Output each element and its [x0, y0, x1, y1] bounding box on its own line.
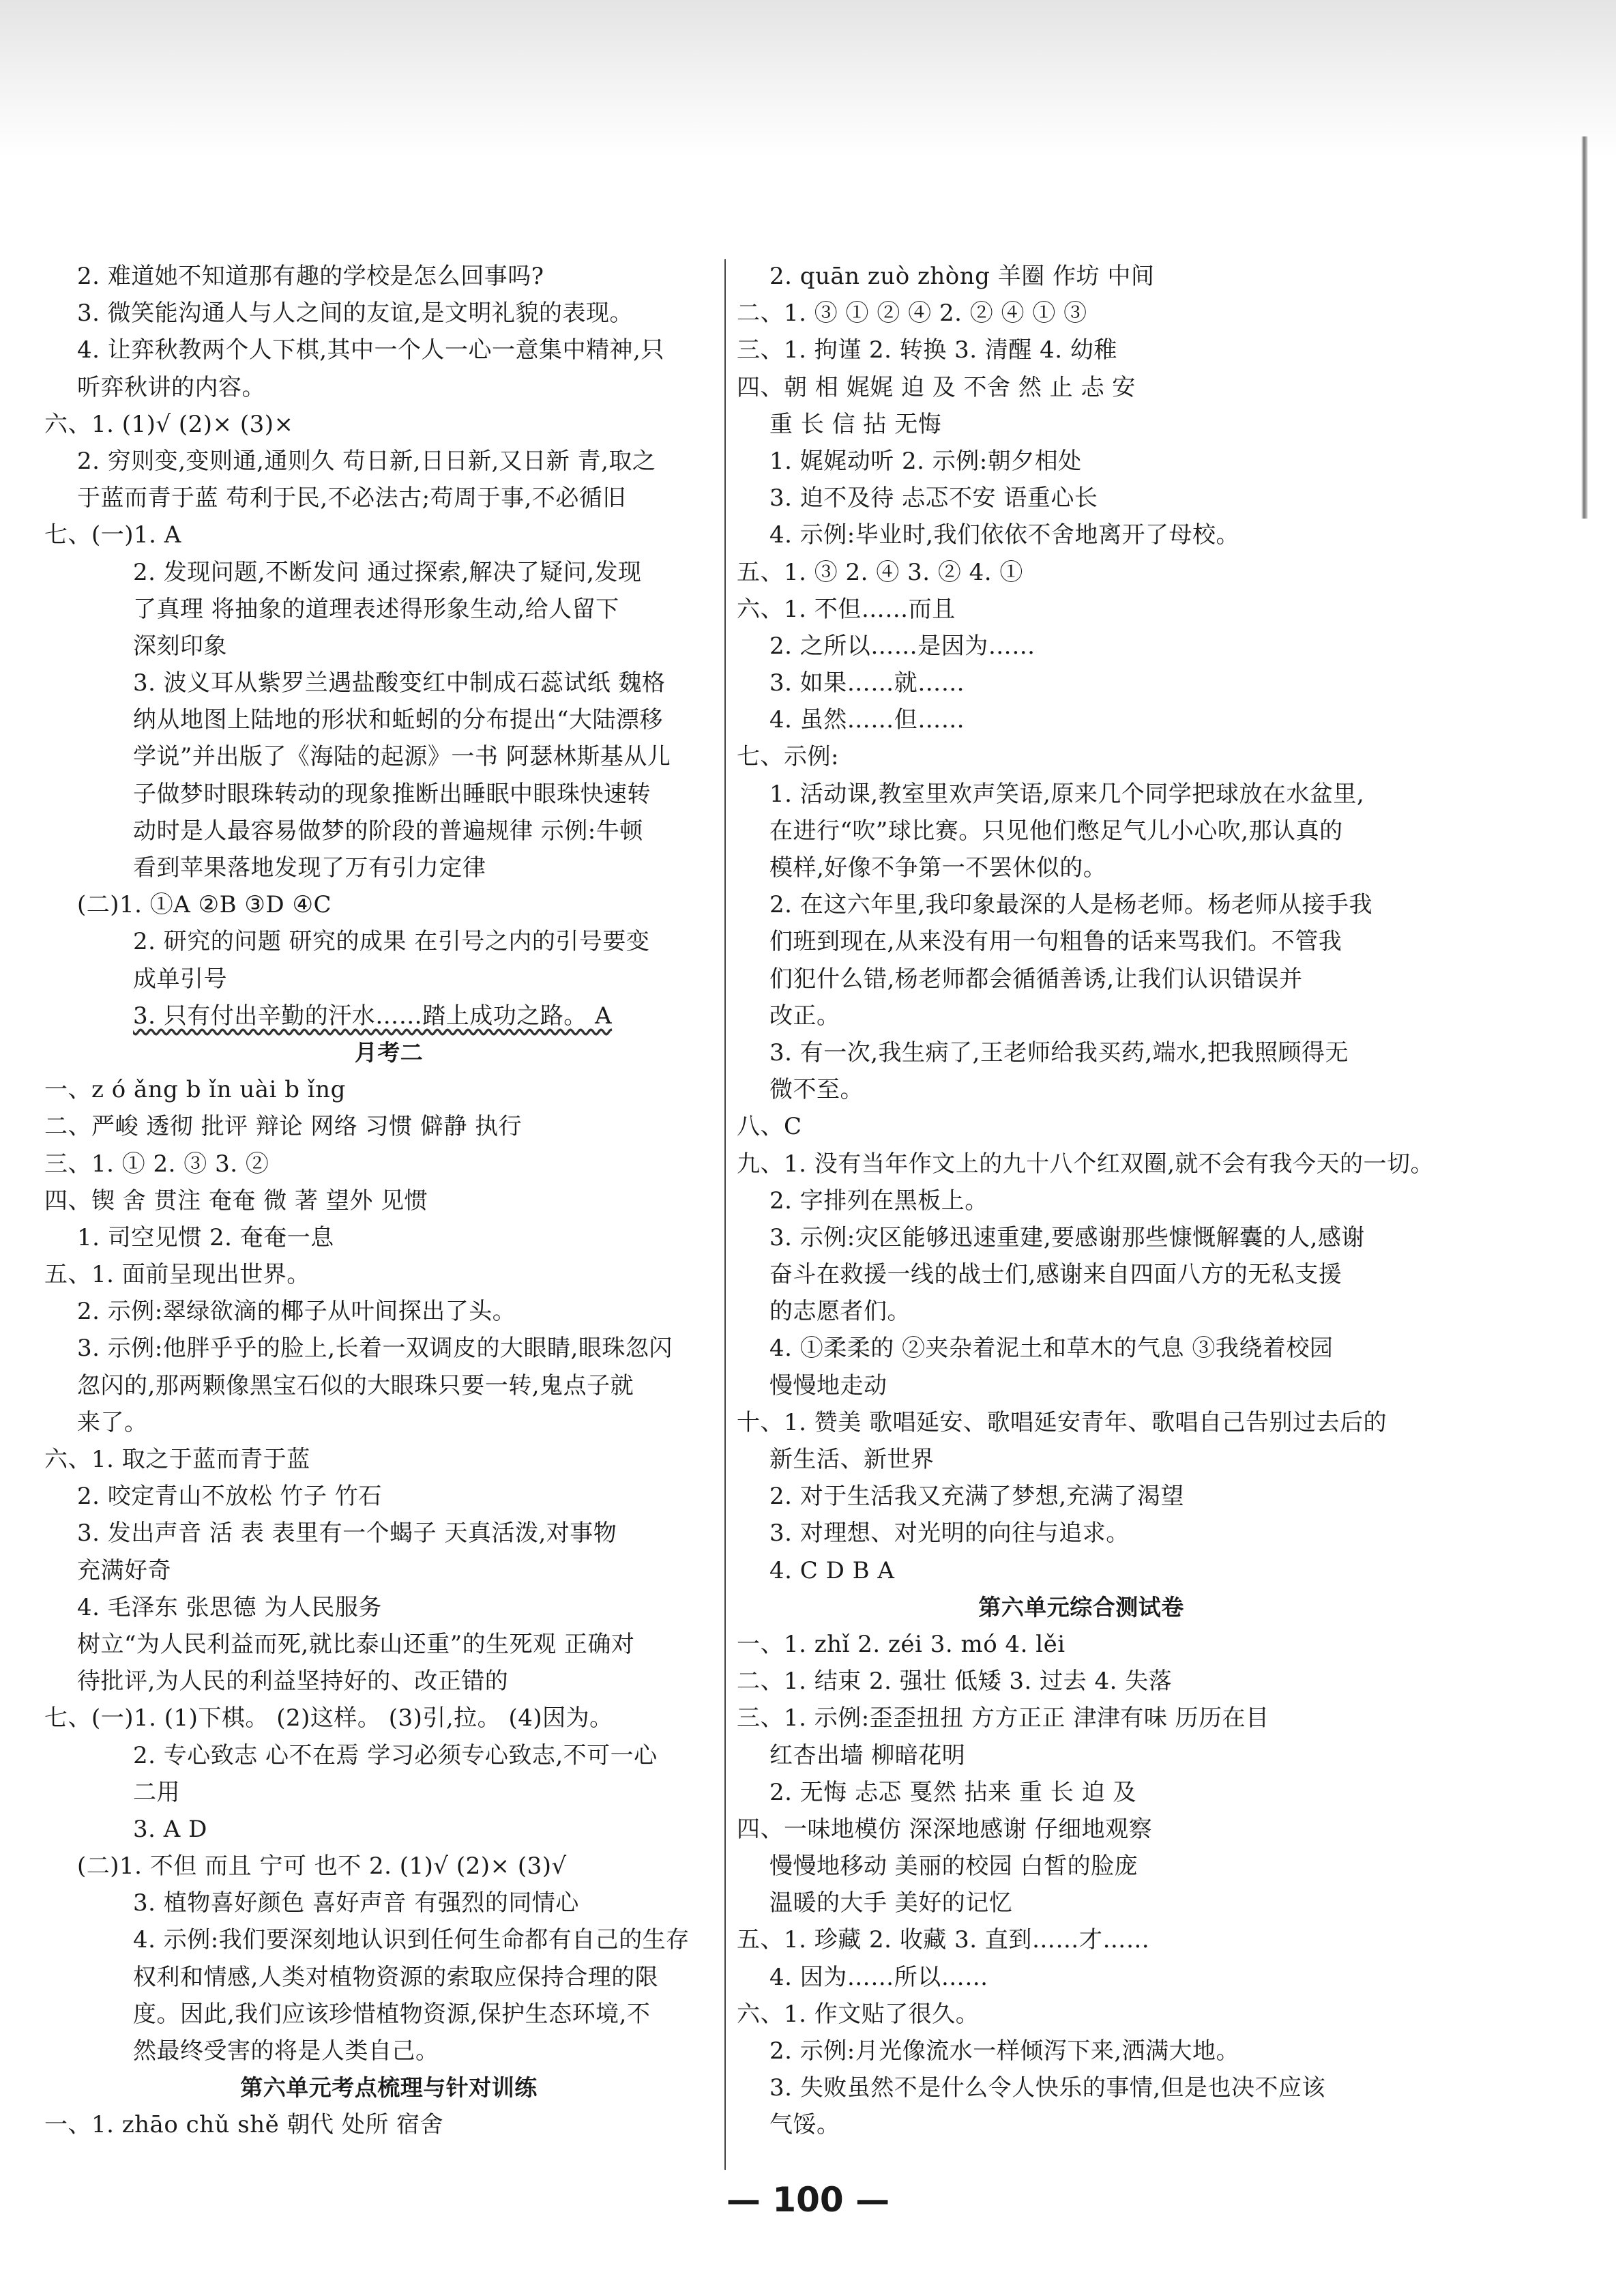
answer-line	[44, 1108, 733, 1145]
answer-text: 2. 发现问题,不断发问 通过探索,解决了疑问,发现	[133, 558, 642, 586]
answer-text: 的志愿者们。	[769, 1298, 911, 1326]
answer-line	[44, 1367, 733, 1404]
answer-text: 3. 有一次,我生病了,王老师给我买药,端水,把我照顾得无	[769, 1038, 1349, 1066]
answer-line	[44, 1552, 733, 1589]
answer-line	[737, 1478, 1426, 1515]
answer-text: 七、示例:	[737, 743, 839, 771]
answer-text: 模样,好像不争第一不罢休似的。	[769, 854, 1107, 882]
answer-line	[737, 1774, 1426, 1811]
answer-line	[44, 517, 733, 553]
answer-text: 一、1. zhāo chǔ shě 朝代 处所 宿舍	[44, 2111, 444, 2139]
answer-line	[44, 998, 733, 1034]
answer-line	[737, 554, 1426, 591]
answer-text: 度。因此,我们应该珍惜植物资源,保护生态环境,不	[133, 2000, 651, 2028]
answer-text: 三、1. 示例:歪歪扭扭 方方正正 津津有味 历历在目	[737, 1704, 1269, 1732]
section-heading	[44, 1034, 733, 1071]
answer-line	[44, 738, 733, 775]
answer-line	[737, 1034, 1426, 1071]
answer-text: 六、1. 取之于蓝而青于蓝	[44, 1446, 310, 1473]
answer-line	[737, 517, 1426, 553]
answer-line	[44, 1921, 733, 1958]
answer-line	[44, 1441, 733, 1478]
answer-text: 一、z ó ǎng b ǐn uài b ǐng	[44, 1076, 346, 1104]
answer-line	[44, 665, 733, 701]
answer-line	[737, 443, 1426, 480]
answer-line	[44, 2033, 733, 2069]
answer-line	[44, 295, 733, 332]
answer-text: 2. 示例:翠绿欲滴的椰子从叶间探出了头。	[77, 1298, 516, 1326]
answer-line	[737, 665, 1426, 701]
answer-line	[44, 1811, 733, 1848]
answer-text: 3. A D	[133, 1815, 207, 1843]
answer-line	[737, 369, 1426, 406]
answer-line	[737, 2106, 1426, 2143]
answer-text: 四、朝 相 娓娓 迫 及 不舍 然 止 忐 安	[737, 373, 1136, 401]
answer-text: 新生活、新世界	[769, 1446, 935, 1473]
answer-text: 2. 之所以……是因为……	[769, 632, 1035, 660]
answer-line	[44, 1737, 733, 1774]
answer-text: 忽闪的,那两颗像黑宝石似的大眼珠只要一转,鬼点子就	[77, 1371, 634, 1399]
answer-line	[44, 1700, 733, 1736]
answer-line	[44, 628, 733, 665]
answer-text: 气馁。	[769, 2111, 840, 2139]
answer-line	[737, 628, 1426, 665]
answer-line	[44, 1256, 733, 1293]
answer-line	[737, 2033, 1426, 2069]
answer-text: 第六单元考点梳理与针对训练	[240, 2074, 538, 2102]
answer-text: 树立“为人民利益而死,就比泰山还重”的生死观 正确对	[77, 1630, 635, 1658]
answer-line	[737, 1959, 1426, 1996]
answer-text: 四、一味地模仿 深深地感谢 仔细地观察	[737, 1815, 1153, 1843]
answer-text: 3. 迫不及待 忐忑不安 语重心长	[769, 484, 1098, 512]
answer-text: 改正。	[769, 1002, 840, 1030]
answer-text: 3. 微笑能沟通人与人之间的友谊,是文明礼貌的表现。	[77, 300, 634, 328]
answer-text: 4. 示例:毕业时,我们依依不舍地离开了母校。	[769, 521, 1240, 549]
answer-text: 4. 因为……所以……	[769, 1963, 988, 1991]
answer-line	[44, 886, 733, 923]
answer-line	[44, 1182, 733, 1219]
answer-text: 五、1. 面前呈现出世界。	[44, 1261, 310, 1289]
answer-line	[44, 258, 733, 295]
answer-line	[737, 1108, 1426, 1145]
answer-text: 四、锲 舍 贯注 奄奄 微 著 望外 见惯	[44, 1187, 428, 1215]
answer-text: 3. 示例:他胖乎乎的脸上,长着一双调皮的大眼睛,眼珠忽闪	[77, 1335, 673, 1363]
answer-text: 慢慢地移动 美丽的校园 白皙的脸庞	[769, 1852, 1138, 1880]
answer-line	[737, 1182, 1426, 1219]
answer-text: 3. 示例:灾区能够迅速重建,要感谢那些慷慨解囊的人,感谢	[769, 1223, 1365, 1251]
answer-line	[737, 295, 1426, 332]
answer-line	[737, 480, 1426, 517]
answer-text: 3. 植物喜好颜色 喜好声音 有强烈的同情心	[133, 1889, 579, 1917]
answer-line	[44, 332, 733, 368]
answer-text: 3. 发出声音 活 表 表里有一个蝎子 天真活泼,对事物	[77, 1520, 617, 1547]
answer-line	[737, 1256, 1426, 1293]
answer-line	[737, 961, 1426, 998]
answer-line	[44, 1293, 733, 1330]
answer-text: 三、1. 拘谨 2. 转换 3. 清醒 4. 幼稚	[737, 336, 1117, 364]
answer-text: 充满好奇	[77, 1556, 171, 1584]
answer-text: 听弈秋讲的内容。	[77, 373, 265, 401]
answer-text: 看到苹果落地发现了万有引力定律	[133, 854, 486, 882]
answer-line	[44, 406, 733, 443]
right-column	[737, 258, 1435, 2144]
answer-line	[44, 1885, 733, 1921]
answer-text: 五、1. ③ 2. ④ 3. ② 4. ①	[737, 558, 1023, 586]
answer-line	[44, 701, 733, 738]
answer-text: 深刻印象	[133, 632, 227, 660]
answer-line	[737, 332, 1426, 368]
answer-text: 4. C D B A	[769, 1556, 895, 1584]
answer-line	[44, 849, 733, 886]
answer-line	[737, 1219, 1426, 1256]
binding-edge-shadow	[1581, 136, 1588, 519]
column-divider	[724, 259, 726, 2170]
answer-text: 在进行“吹”球比赛。只见他们憋足气儿小心吹,那认真的	[769, 817, 1343, 845]
answer-text: 1. 司空见惯 2. 奄奄一息	[77, 1223, 334, 1251]
answer-line	[737, 776, 1426, 813]
answer-text: 然最终受害的将是人类自己。	[133, 2037, 439, 2065]
answer-line	[44, 1478, 733, 1515]
answer-text: 二、严峻 透彻 批评 辩论 网络 习惯 僻静 执行	[44, 1113, 523, 1141]
answer-text: 4. 毛泽东 张思德 为人民服务	[77, 1593, 382, 1621]
answer-line	[44, 1848, 733, 1885]
answer-line	[737, 1330, 1426, 1367]
answer-line	[44, 1515, 733, 1552]
answer-text: 2. 字排列在黑板上。	[769, 1187, 988, 1215]
answer-line	[737, 1848, 1426, 1885]
answer-line	[737, 998, 1426, 1034]
answer-line	[737, 1885, 1426, 1921]
answer-text: 3. 如果……就……	[769, 669, 965, 697]
answer-text: 权利和情感,人类对植物资源的索取应保持合理的限	[133, 1963, 659, 1991]
answer-text: 微不至。	[769, 1076, 864, 1104]
answer-text: 子做梦时眼珠转动的现象推断出睡眠中眼珠快速转	[133, 780, 651, 808]
answer-text: 六、1. 不但……而且	[737, 595, 956, 623]
answer-text: 了真理 将抽象的道理表述得形象生动,给人留下	[133, 595, 619, 623]
answer-line	[44, 1626, 733, 1663]
answer-text: 4. 示例:我们要深刻地认识到任何生命都有自己的生存	[133, 1926, 690, 1954]
answer-text: 1. 活动课,教室里欢声笑语,原来几个同学把球放在水盆里,	[769, 780, 1365, 808]
answer-text: 十、1. 赞美 歌唱延安、歌唱延安青年、歌唱自己告别过去后的	[737, 1408, 1387, 1436]
answer-text: 第六单元综合测试卷	[978, 1593, 1184, 1621]
answer-text: 于蓝而青于蓝 苟利于民,不必法古;苟周于事,不必循旧	[77, 484, 626, 512]
answer-text: (二)1. ①A ②B ③D ④C	[77, 891, 332, 919]
answer-text: 2. quān zuò zhòng 羊圈 作坊 中间	[769, 263, 1155, 290]
answer-line	[44, 1959, 733, 1996]
answer-line	[44, 2106, 733, 2143]
answer-line	[737, 1441, 1426, 1478]
answer-line	[737, 1811, 1426, 1848]
answer-line	[737, 591, 1426, 628]
answer-text: 动时是人最容易做梦的阶段的普遍规律 示例:牛顿	[133, 817, 643, 845]
answer-text: 待批评,为人民的利益坚持好的、改正错的	[77, 1668, 509, 1696]
answer-line	[737, 813, 1426, 849]
answer-line	[737, 1737, 1426, 1774]
answer-line	[737, 1626, 1426, 1663]
answer-text: 纳从地图上陆地的形状和蚯蚓的分布提出“大陆漂移	[133, 706, 663, 734]
answer-text: 二、1. 结束 2. 强壮 低矮 3. 过去 4. 失落	[737, 1668, 1173, 1696]
answer-line	[737, 701, 1426, 738]
answer-line	[737, 2069, 1426, 2106]
answer-line	[44, 1219, 733, 1256]
answer-text: 2. 难道她不知道那有趣的学校是怎么回事吗?	[77, 263, 544, 290]
page-number: — 100 —	[726, 2180, 890, 2220]
answer-line	[737, 1367, 1426, 1404]
answer-text: 4. 虽然……但……	[769, 706, 965, 734]
answer-line	[737, 1404, 1426, 1441]
left-column	[44, 258, 733, 2144]
answer-text: 一、1. zhǐ 2. zéi 3. mó 4. lěi	[737, 1630, 1066, 1658]
answer-line	[44, 1404, 733, 1441]
answer-text: 来了。	[77, 1408, 148, 1436]
answer-text: 月考二	[354, 1038, 424, 1066]
answer-line	[44, 443, 733, 480]
answer-text: 3. 对理想、对光明的向往与追求。	[769, 1520, 1130, 1547]
answer-line	[737, 258, 1426, 295]
answer-text: 二、1. ③ ① ② ④ 2. ② ④ ① ③	[737, 300, 1087, 328]
answer-line	[44, 1071, 733, 1108]
answer-line	[44, 1330, 733, 1367]
answer-line	[44, 813, 733, 849]
answer-line	[44, 480, 733, 517]
answer-text: 五、1. 珍藏 2. 收藏 3. 直到……才……	[737, 1926, 1150, 1954]
answer-line	[44, 776, 733, 813]
answer-line	[44, 554, 733, 591]
answer-text: 4. 让弈秋教两个人下棋,其中一个人一心一意集中精神,只	[77, 336, 664, 364]
answer-line	[737, 406, 1426, 443]
answer-line	[737, 1146, 1435, 1182]
answer-text: 2. 专心致志 心不在焉 学习必须专心致志,不可一心	[133, 1741, 658, 1769]
answer-text: 三、1. ① 2. ③ 3. ②	[44, 1150, 269, 1178]
answer-text: 七、(一)1. (1)下棋。 (2)这样。 (3)引,拉。 (4)因为。	[44, 1704, 613, 1732]
answer-text: 们犯什么错,杨老师都会循循善诱,让我们认识错误并	[769, 965, 1303, 993]
answer-text: 七、(一)1. A	[44, 521, 181, 549]
answer-text: 2. 穷则变,变则通,通则久 苟日新,日日新,又日新 青,取之	[77, 447, 656, 475]
answer-text: 4. ①柔柔的 ②夹杂着泥土和草木的气息 ③我绕着校园	[769, 1335, 1334, 1363]
answer-line	[737, 1293, 1426, 1330]
scan-shadow	[0, 0, 1616, 157]
answer-line	[44, 1663, 733, 1700]
answer-text: 九、1. 没有当年作文上的九十八个红双圈,就不会有我今天的一切。	[737, 1150, 1435, 1178]
answer-line	[44, 923, 733, 960]
answer-line	[44, 1589, 733, 1626]
answer-line	[737, 1552, 1426, 1589]
answer-text: 学说”并出版了《海陆的起源》一书 阿瑟林斯基从儿	[133, 743, 671, 771]
answer-line	[44, 1146, 733, 1182]
section-heading	[737, 1589, 1426, 1626]
answer-line	[737, 886, 1426, 923]
section-heading	[44, 2069, 733, 2106]
answer-text: 2. 研究的问题 研究的成果 在引号之内的引号要变	[133, 928, 650, 956]
answer-line	[44, 591, 733, 628]
answer-text: 3. 波义耳从紫罗兰遇盐酸变红中制成石蕊试纸 魏格	[133, 669, 666, 697]
answer-line	[44, 369, 733, 406]
answer-text: 红杏出墙 柳暗花明	[769, 1741, 966, 1769]
answer-line	[44, 1774, 733, 1811]
answer-line	[737, 849, 1426, 886]
answer-text: 2. 咬定青山不放松 竹子 竹石	[77, 1483, 382, 1511]
answer-text: 2. 在这六年里,我印象最深的人是杨老师。杨老师从接手我	[769, 891, 1373, 919]
answer-text: 慢慢地走动	[769, 1371, 887, 1399]
answer-text: 六、1. 作文贴了很久。	[737, 2000, 980, 2028]
answer-line	[737, 738, 1426, 775]
answer-text: 2. 无悔 忐忑 戛然 拈来 重 长 迫 及	[769, 1778, 1136, 1806]
answer-line	[737, 1700, 1426, 1736]
answer-text: 奋斗在救援一线的战士们,感谢来自四面八方的无私支援	[769, 1261, 1342, 1289]
answer-text: 八、C	[737, 1113, 802, 1141]
answer-text: 二用	[133, 1778, 180, 1806]
answer-line	[737, 1996, 1426, 2033]
answer-text: 3. 只有付出辛勤的汗水……踏上成功之路。 A	[133, 1002, 613, 1030]
answer-line	[44, 1996, 733, 2033]
answer-line	[44, 961, 733, 998]
answer-text: (二)1. 不但 而且 宁可 也不 2. (1)√ (2)× (3)√	[77, 1852, 567, 1880]
answer-text: 重 长 信 拈 无悔	[769, 410, 942, 438]
answer-text: 3. 失败虽然不是什么令人快乐的事情,但是也决不应该	[769, 2074, 1326, 2102]
answer-line	[737, 1071, 1426, 1108]
answer-text: 们班到现在,从来没有用一句粗鲁的话来骂我们。不管我	[769, 928, 1342, 956]
answer-text: 1. 娓娓动听 2. 示例:朝夕相处	[769, 447, 1082, 475]
answer-line	[737, 923, 1426, 960]
answer-line	[737, 1515, 1426, 1552]
answer-text: 温暖的大手 美好的记忆	[769, 1889, 1013, 1917]
answer-line	[737, 1663, 1426, 1700]
answer-text: 成单引号	[133, 965, 227, 993]
answer-line	[737, 1921, 1426, 1958]
answer-text: 2. 对于生活我又充满了梦想,充满了渴望	[769, 1483, 1185, 1511]
answer-text: 六、1. (1)√ (2)× (3)×	[44, 410, 294, 438]
answer-text: 2. 示例:月光像流水一样倾泻下来,洒满大地。	[769, 2037, 1240, 2065]
